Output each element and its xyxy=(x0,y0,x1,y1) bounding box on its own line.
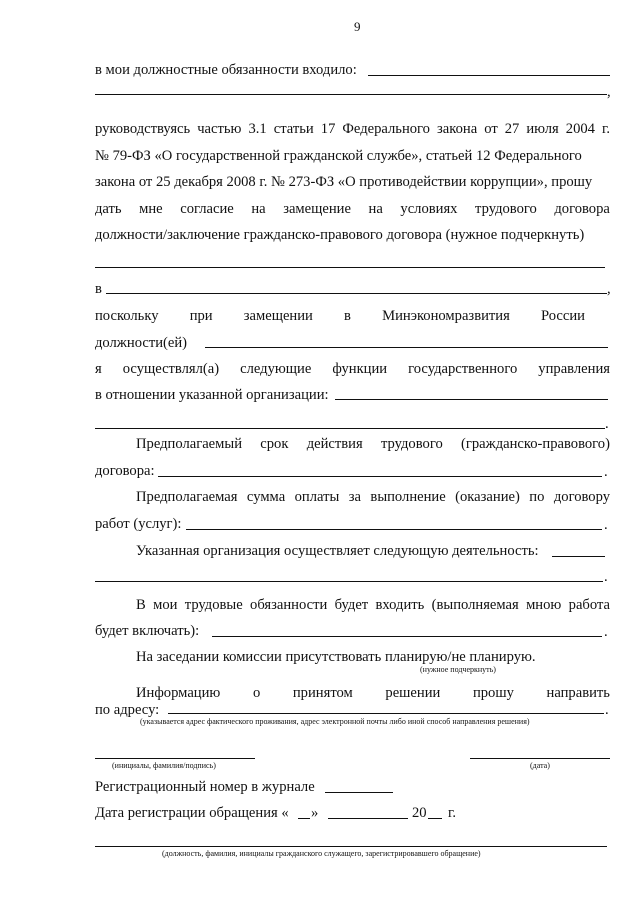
labor-duties-end-dot: . xyxy=(604,624,608,640)
reg-number-fill-line[interactable] xyxy=(325,792,393,793)
regarding-org-fill-line-2[interactable] xyxy=(95,428,605,429)
duties-fill-line-1[interactable] xyxy=(368,75,610,76)
address-note: (указывается адрес фактического проживания, адрес электронной почты либо иной способ направления решения) xyxy=(140,717,530,726)
works-label: работ (услуг): xyxy=(95,516,182,532)
reg-number-label: Регистрационный номер в журнале xyxy=(95,779,315,795)
replacement-line: поскольку при замещении в Минэкономразвития России xyxy=(95,308,585,324)
org-activity-end-dot: . xyxy=(604,569,608,585)
signature-note: (инициалы, фамилия/подпись) xyxy=(112,761,216,770)
page-number: 9 xyxy=(354,19,361,34)
will-include-label: будет включать): xyxy=(95,623,200,639)
term-line: Предполагаемый срок действия трудового (гражданско-правового) xyxy=(136,436,610,452)
labor-duties-line: В мои трудовые обязанности будет входить (выполняемая мною работа xyxy=(136,597,610,613)
contract-label: договора: xyxy=(95,463,155,479)
payment-fill-line[interactable] xyxy=(186,529,602,530)
legal-basis-line-3: закона от 25 декабря 2008 г. № 273-ФЗ «О противодействии коррупции», прошу xyxy=(95,174,593,190)
reg-date-year-line[interactable] xyxy=(428,818,442,819)
legal-basis-line-5: должности/заключение гражданско-правового договора (нужное подчеркнуть) xyxy=(95,227,585,243)
commission-note: (нужное подчеркнуть) xyxy=(420,665,496,674)
date-note: (дата) xyxy=(530,761,550,770)
regarding-org-label: в отношении указанной организации: xyxy=(95,387,329,403)
address-label: по адресу: xyxy=(95,702,160,718)
labor-duties-fill-line[interactable] xyxy=(212,636,602,637)
duties-fill-line-2[interactable] xyxy=(95,94,607,95)
legal-basis-line-2: № 79-ФЗ «О государственной гражданской службе», статьей 12 Федерального xyxy=(95,148,582,164)
positions-fill-line[interactable] xyxy=(205,347,608,348)
functions-line: я осуществлял(а) следующие функции государственного управления xyxy=(95,361,610,377)
regarding-org-end-dot: . xyxy=(605,416,609,432)
reg-date-close-quote: » xyxy=(311,805,319,821)
payment-line: Предполагаемая сумма оплаты за выполнение (оказание) по договору xyxy=(136,489,610,505)
duties-intro: в мои должностные обязанности входило: xyxy=(95,62,357,78)
position-fill-line[interactable] xyxy=(95,267,605,268)
org-activity-label: Указанная организация осуществляет следующую деятельность: xyxy=(136,543,539,559)
reg-date-day-line[interactable] xyxy=(298,818,310,819)
regarding-org-fill-line-1[interactable] xyxy=(335,399,608,400)
org-fill-line[interactable] xyxy=(106,293,607,294)
reg-date-year-prefix: 20 xyxy=(412,805,427,821)
registrar-fill-line[interactable] xyxy=(95,846,607,847)
info-line: Информацию о принятом решении прошу направить xyxy=(136,685,610,701)
org-activity-fill-line-1[interactable] xyxy=(552,556,605,557)
org-activity-fill-line-2[interactable] xyxy=(95,581,603,582)
payment-end-dot: . xyxy=(604,517,608,533)
org-end-comma: , xyxy=(607,281,611,297)
duties-end-comma: , xyxy=(607,84,611,100)
contract-term-fill-line[interactable] xyxy=(158,476,602,477)
address-fill-line[interactable] xyxy=(168,713,604,714)
reg-date-suffix: г. xyxy=(448,805,456,821)
positions-label: должности(ей) xyxy=(95,335,188,351)
reg-date-month-line[interactable] xyxy=(328,818,408,819)
commission-attendance[interactable]: На заседании комиссии присутствовать планирую/не планирую. xyxy=(136,649,536,665)
legal-basis-line-4: дать мне согласие на замещение на условиях трудового договора xyxy=(95,201,610,217)
contract-term-end-dot: . xyxy=(604,464,608,480)
org-prefix: в xyxy=(95,281,102,297)
registrar-note: (должность, фамилия, инициалы гражданского служащего, зарегистрировавшего обращение) xyxy=(162,849,481,858)
reg-date-prefix: Дата регистрации обращения « xyxy=(95,805,289,821)
signature-line[interactable] xyxy=(95,758,255,759)
legal-basis-line-1: руководствуясь частью 3.1 статьи 17 Федерального закона от 27 июля 2004 г. xyxy=(95,121,610,137)
date-line[interactable] xyxy=(470,758,610,759)
address-end-dot: . xyxy=(605,702,609,718)
